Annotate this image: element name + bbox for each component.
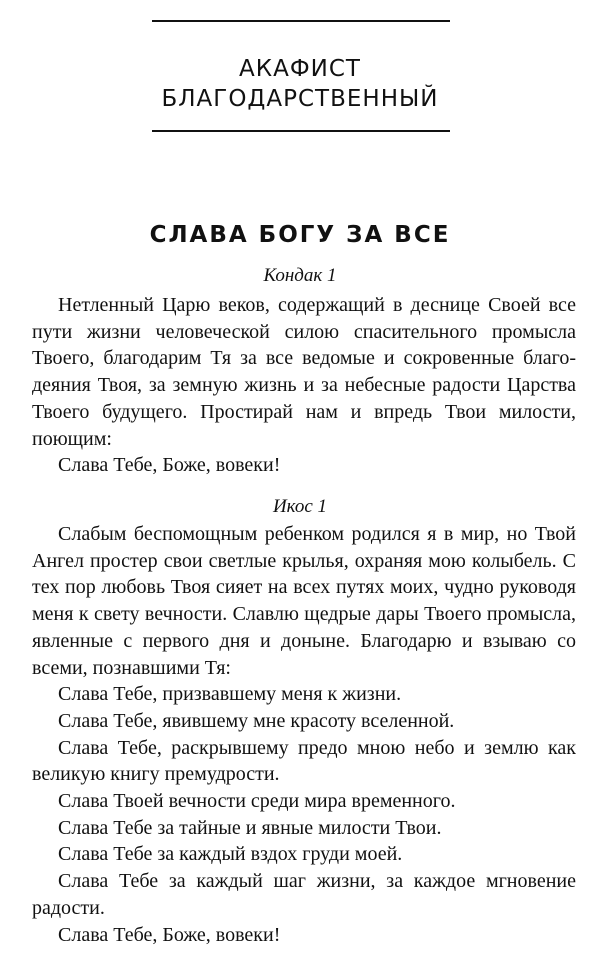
ikos-1-line: Слава Тебе, явившему мне красоту вселенной.	[58, 709, 455, 732]
ikos-1-line: Слава Тебе, призвавшему меня к жизни.	[58, 683, 402, 706]
ikos-1-line: Слава Тебе за тайные и явные милости Твои.	[58, 816, 442, 839]
ikos-1-heading: Икос 1	[272, 496, 328, 517]
book-title	[100, 54, 500, 114]
kondak-1-heading: Кондак 1	[263, 265, 337, 286]
book-title-line-2: БЛАГОДАРСТВЕННЫЙ	[161, 86, 439, 112]
ikos-1-body	[32, 521, 576, 948]
ikos-1-text: Слабым беспомощным ребенком родился я в мир, но Твой Ангел простер свои светлые крылья, охраняя мою колыбель. С тех пор любовь Твоя сияет на всех путях моих, чудно руководя меня к свету вечности. Славлю щедрые дары Твоего промысла, явленные с первого дня и доныне. Благодарю и взываю со всеми, познавшими Тя:	[32, 523, 576, 679]
section-title: СЛАВА БОГУ ЗА ВСЕ	[149, 222, 451, 248]
kondak-1-refrain: Слава Тебе, Боже, вовеки!	[58, 454, 281, 477]
top-rule	[152, 20, 450, 22]
kondak-1-body	[32, 292, 576, 479]
ikos-1-line: Слава Твоей вечности среди мира временного.	[58, 790, 456, 813]
book-title-line-1: АКАФИСТ	[239, 56, 361, 82]
ikos-1-line: Слава Тебе, раскрывшему предо мною небо и землю как великую книгу премудрости.	[32, 736, 576, 786]
kondak-1-text: Нетленный Царю веков, содержащий в деснице Своей все пути жизни человеческой силою спасительного промысла Твоего, благодарим Тя за все ведомые и сокровенные благодеяния Твоя, за земную жизнь и за небесные радости Царства Твоего будущего. Простирай нам и впредь Твои милости, поющим:	[32, 294, 576, 450]
ikos-1-refrain: Слава Тебе, Боже, вовеки!	[58, 923, 281, 946]
bottom-rule	[152, 130, 450, 132]
ikos-1-line: Слава Тебе за каждый шаг жизни, за каждое мгновение радости.	[32, 870, 576, 919]
ikos-1-line: Слава Тебе за каждый вздох груди моей.	[58, 843, 403, 866]
